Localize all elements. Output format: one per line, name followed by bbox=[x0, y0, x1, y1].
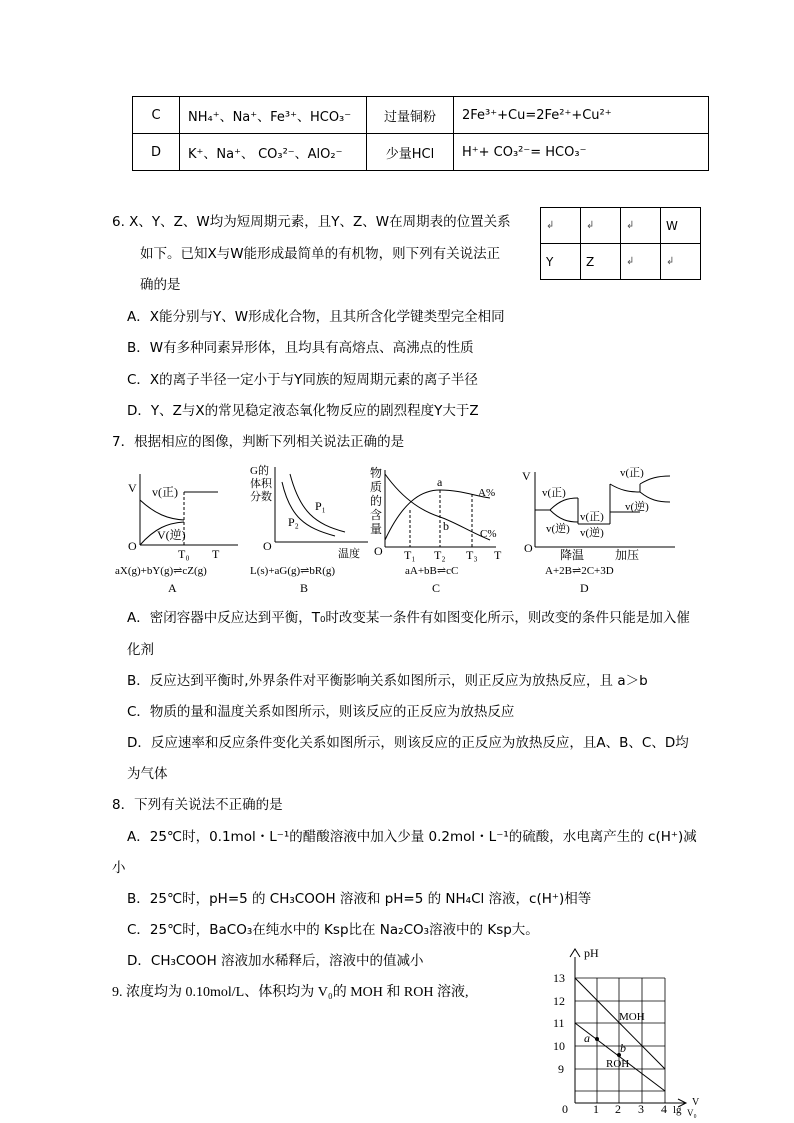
roh-label: ROH bbox=[606, 1058, 630, 1070]
point-a bbox=[595, 1037, 599, 1041]
graph-a-t0: T₀ bbox=[178, 547, 190, 561]
graph-c-a-percent: A% bbox=[478, 487, 496, 499]
q8-stem: 8．下列有关说法不正确的是 bbox=[112, 797, 283, 813]
q9-stem: 9. 浓度均为 0.10mol/L、体积均为 V₀的 MOH 和 ROH 溶液, bbox=[112, 985, 469, 1000]
ph-tick-12: 12 bbox=[553, 994, 565, 1008]
grid-cell-y: Y bbox=[541, 244, 581, 280]
graph-c-ylabel4: 含 bbox=[370, 508, 383, 522]
graph-b-ylabel3: 分数 bbox=[250, 491, 272, 503]
ph-tick-10: 10 bbox=[553, 1039, 565, 1053]
x-tick-4: 4 bbox=[661, 1102, 667, 1116]
graph-c-label: C bbox=[432, 581, 441, 595]
q6-stem-line1: 6. X、Y、Z、W均为短周期元素，且Y、Z、W在周期表的位置关系 bbox=[112, 214, 511, 230]
graph-d-label: D bbox=[580, 581, 589, 595]
graph-c-ylabel2: 质 bbox=[370, 480, 383, 494]
q6-option-c: C．X的离子半径一定小于与Y同族的短周期元素的离子半径 bbox=[127, 372, 478, 388]
graph-d-seg1-reverse bbox=[550, 510, 578, 522]
graph-a-label: A bbox=[168, 581, 177, 595]
ions-cell: NH₄⁺、Na⁺、Fe³⁺、HCO₃⁻ bbox=[180, 97, 367, 134]
graph-a-origin: O bbox=[128, 539, 137, 553]
graph-c-origin: O bbox=[374, 544, 383, 558]
q9-ph-graph bbox=[550, 943, 710, 1118]
graph-b-origin: O bbox=[263, 539, 272, 553]
table-row bbox=[133, 134, 709, 171]
graph-b-label: B bbox=[300, 581, 309, 595]
q7-option-d-line2: 为气体 bbox=[127, 766, 168, 782]
options-table bbox=[132, 96, 709, 171]
row-label: D bbox=[133, 134, 180, 171]
graph-c-t3: T₃ bbox=[466, 548, 478, 562]
grid-cell-w: W bbox=[661, 208, 701, 244]
graph-c-t1: T₁ bbox=[404, 548, 416, 562]
ph-y-label: pH bbox=[584, 946, 599, 960]
graph-a-t: T bbox=[212, 547, 220, 561]
reagent-cell: 少量HCl bbox=[367, 134, 454, 171]
reagent-cell: 过量铜粉 bbox=[367, 97, 454, 134]
q6-stem-line2: 如下。已知X与W能形成最简单的有机物，则下列有关说法正 bbox=[140, 246, 501, 262]
q6-stem-line3: 确的是 bbox=[140, 277, 181, 293]
q7-graphs bbox=[110, 462, 690, 597]
graph-b-xlabel: 温度 bbox=[338, 548, 360, 560]
graph-d-equation: A+2B⇌2C+3D bbox=[545, 565, 614, 577]
graph-c-c-percent: C% bbox=[480, 528, 497, 540]
x-tick-0: 0 bbox=[562, 1102, 568, 1116]
q8-option-a-line2: 小 bbox=[112, 860, 126, 876]
grid-cell: ↲ bbox=[541, 208, 581, 244]
graph-c-t: T bbox=[494, 548, 502, 562]
x-axis-lg: lg bbox=[673, 1104, 682, 1116]
graph-d-v-label: V bbox=[522, 469, 531, 483]
graph-a-equation: aX(g)+bY(g)⇌cZ(g) bbox=[115, 565, 207, 577]
graph-b-ylabel2: 体积 bbox=[250, 478, 272, 490]
q8-option-a-line1: A．25℃时，0.1mol・L⁻¹的醋酸溶液中加入少量 0.2mol・L⁻¹的硫酸，水电离产生的 c(H⁺)减 bbox=[127, 829, 697, 845]
graph-d-xlabel1: 降温 bbox=[560, 548, 585, 562]
graph-d-xlabel2: 加压 bbox=[615, 548, 640, 562]
grid-cell-z: Z bbox=[581, 244, 621, 280]
graph-c-ylabel5: 量 bbox=[370, 522, 383, 536]
q7-option-d-line1: D．反应速率和反应条件变化关系如图所示，则该反应的正反应为放热反应，且A、B、C、D均 bbox=[127, 735, 689, 751]
grid-cell: ↲ bbox=[621, 208, 661, 244]
x-tick-3: 3 bbox=[638, 1102, 644, 1116]
q8-option-c: C．25℃时，BaCO₃在纯水中的 Ksp比在 Na₂CO₃溶液中的 Ksp大。 bbox=[127, 922, 539, 938]
row-label: C bbox=[133, 97, 180, 134]
q7-stem: 7．根据相应的图像，判断下列相关说法正确的是 bbox=[112, 434, 405, 450]
ph-y-arrow bbox=[570, 949, 580, 957]
graph-c-equation: aA+bB⇌cC bbox=[405, 565, 459, 577]
ph-tick-13: 13 bbox=[553, 971, 565, 985]
graph-b-equation: L(s)+aG(g)⇌bR(g) bbox=[250, 565, 336, 577]
q6-option-a: A．X能分别与Y、W形成化合物，且其所含化学键类型完全相同 bbox=[127, 309, 505, 325]
ions-cell: K⁺、Na⁺、 CO₃²⁻、AlO₂⁻ bbox=[180, 134, 367, 171]
graph-a-v-label: V bbox=[128, 481, 137, 495]
ph-tick-9: 9 bbox=[558, 1062, 564, 1076]
graph-d-vn2: v(逆) bbox=[580, 527, 604, 539]
graph-c-point-a: a bbox=[437, 475, 443, 489]
q7-option-a-line2: 化剂 bbox=[127, 642, 154, 658]
periodic-grid bbox=[540, 207, 701, 280]
x-axis-frac-bottom: V₀ bbox=[687, 1108, 697, 1118]
q7-option-c: C．物质的量和温度关系如图所示，则该反应的正反应为放热反应 bbox=[127, 704, 515, 720]
equation-cell: H⁺+ CO₃²⁻= HCO₃⁻ bbox=[454, 134, 709, 171]
q6-option-d: D．Y、Z与X的常见稳定液态氧化物反应的剧烈程度Y大于Z bbox=[127, 403, 479, 419]
point-a-label: a bbox=[584, 1031, 590, 1045]
table-row bbox=[133, 97, 709, 134]
graph-c-ylabel1: 物 bbox=[370, 466, 383, 480]
graph-a-v-forward bbox=[140, 500, 184, 520]
ph-tick-11: 11 bbox=[553, 1016, 565, 1030]
graph-d-vz2: v(正) bbox=[580, 511, 604, 523]
graph-c-point-b: b bbox=[443, 519, 449, 533]
moh-label: MOH bbox=[619, 1011, 645, 1023]
x-tick-1: 1 bbox=[593, 1102, 599, 1116]
graph-d-vn3: v(逆) bbox=[625, 501, 649, 513]
x-axis-frac-top: V bbox=[692, 1097, 700, 1108]
graph-d-origin: O bbox=[524, 541, 533, 555]
graph-d-vz1: v(正) bbox=[542, 487, 566, 499]
q7-option-a-line1: A．密闭容器中反应达到平衡，T₀时改变某一条件有如图变化所示，则改变的条件只能是加入催 bbox=[127, 610, 690, 626]
graph-d-vn1: v(逆) bbox=[546, 523, 570, 535]
x-tick-2: 2 bbox=[615, 1102, 621, 1116]
q6-option-b: B．W有多种同素异形体，且均具有高熔点、高沸点的性质 bbox=[127, 340, 474, 356]
graph-a-vn-label: V(逆) bbox=[157, 528, 186, 542]
point-b-label: b bbox=[620, 1041, 626, 1055]
graph-b-p1: P₁ bbox=[315, 499, 326, 513]
grid-cell: ↲ bbox=[581, 208, 621, 244]
grid-cell: ↲ bbox=[621, 244, 661, 280]
graph-d-seg4-forward bbox=[640, 476, 670, 484]
q8-option-d: D．CH₃COOH 溶液加水稀释后，溶液中的值减小 bbox=[127, 953, 424, 969]
graph-b-p2: P₂ bbox=[288, 515, 299, 529]
graph-d-seg1-forward bbox=[550, 498, 578, 510]
graph-c-t2: T₂ bbox=[434, 548, 446, 562]
graph-c-ylabel3: 的 bbox=[370, 494, 383, 508]
q8-option-b: B．25℃时，pH=5 的 CH₃COOH 溶液和 pH=5 的 NH₄Cl 溶液，c(H⁺)相等 bbox=[127, 891, 592, 907]
graph-d-seg3-forward bbox=[610, 484, 640, 492]
graph-d-vz3: v(正) bbox=[620, 467, 644, 479]
graph-b-ylabel1: G的 bbox=[250, 465, 269, 477]
q7-option-b: B．反应达到平衡时,外界条件对平衡影响关系如图所示，则正反应为放热反应，且 a＞b bbox=[127, 673, 648, 689]
equation-cell: 2Fe³⁺+Cu=2Fe²⁺+Cu²⁺ bbox=[454, 97, 709, 134]
grid-cell: ↲ bbox=[661, 244, 701, 280]
graph-a-vz-label: v(正) bbox=[152, 485, 178, 499]
